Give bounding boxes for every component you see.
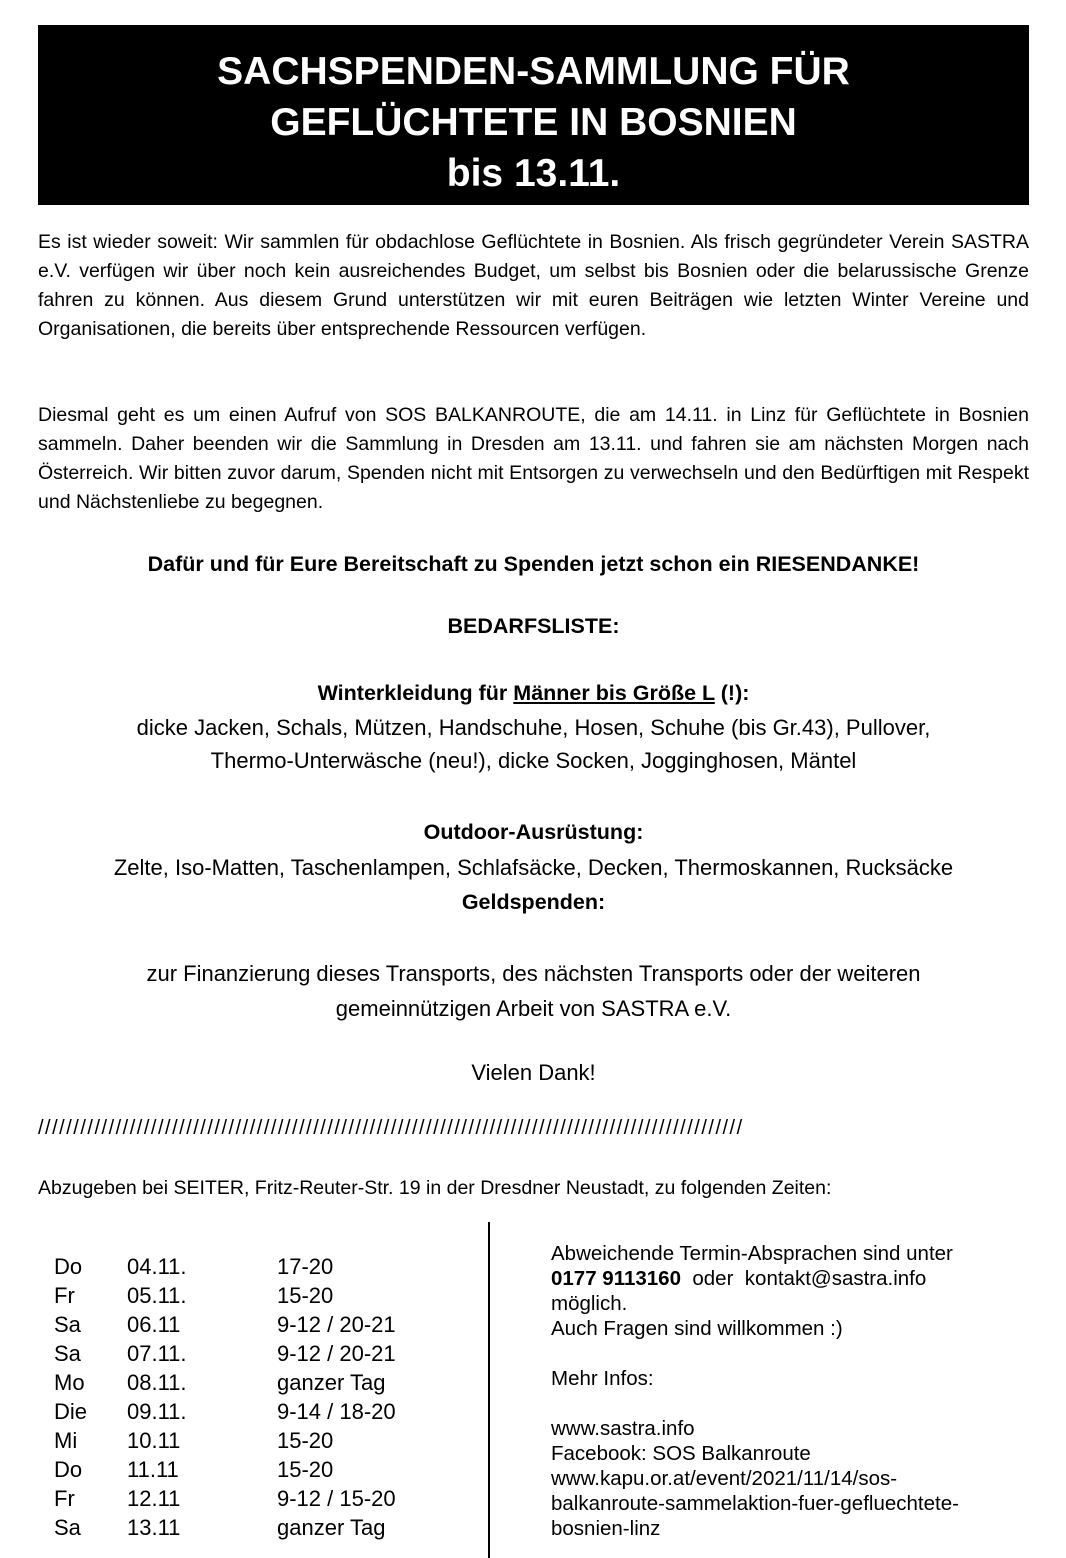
schedule-date: 05.11. xyxy=(127,1283,187,1308)
header-banner xyxy=(38,25,1029,205)
schedule-day: Sa xyxy=(54,1341,81,1366)
money-text-line1: zur Finanzierung dieses Transports, des nächsten Transports oder der weiteren xyxy=(146,961,921,986)
winter-items-line2: Thermo-Unterwäsche (neu!), dicke Socken, Jogginghosen, Mäntel xyxy=(210,748,857,773)
schedule-day: Do xyxy=(54,1254,83,1279)
outdoor-items: Zelte, Iso-Matten, Taschenlampen, Schlafsäcke, Decken, Thermoskannen, Rucksäcke xyxy=(113,855,954,880)
schedule-time: 9-12 / 15-20 xyxy=(277,1486,396,1511)
schedule-time: 15-20 xyxy=(277,1283,334,1308)
schedule-row xyxy=(54,1339,457,1368)
schedule-time: 15-20 xyxy=(277,1428,334,1453)
schedule-day: Sa xyxy=(54,1515,81,1540)
winter-heading-prefix: Winterkleidung für xyxy=(317,681,514,705)
schedule-time: 17-20 xyxy=(277,1254,334,1279)
contact-or: oder xyxy=(680,1267,745,1290)
schedule-time: 15-20 xyxy=(277,1457,334,1482)
schedule-day: Sa xyxy=(54,1312,81,1337)
schedule-day: Do xyxy=(54,1457,83,1482)
schedule-row xyxy=(54,1252,457,1281)
schedule-day: Fr xyxy=(54,1283,75,1308)
schedule-row xyxy=(54,1484,457,1513)
schedule-time: ganzer Tag xyxy=(277,1515,386,1540)
contact-email: kontakt@sastra.info xyxy=(744,1267,927,1290)
contact-questions: Auch Fragen sind willkommen :) xyxy=(551,1317,843,1340)
schedule-table xyxy=(54,1252,457,1542)
intro-paragraph-2: Diesmal geht es um einen Aufruf von SOS BALKANROUTE, die am 14.11. in Linz für Geflüchtete in Bosnien sammeln. Daher beenden wir die Sammlung in Dresden am 13.11. und fahren sie am nächsten Morgen nach Österreich. Wir bitten zuvor darum, Spenden nicht mit Entsorgen zu verwechseln und den Bedürftigen mit Respekt und Nächstenliebe zu begegnen. xyxy=(38,404,1029,513)
contact-intro: Abweichende Termin-Absprachen sind unter xyxy=(551,1242,953,1265)
schedule-date: 13.11 xyxy=(127,1515,181,1540)
schedule-day: Mo xyxy=(54,1370,85,1395)
schedule-date: 04.11. xyxy=(127,1254,187,1279)
contact-possible: möglich. xyxy=(551,1292,628,1315)
schedule-row xyxy=(54,1455,457,1484)
schedule-date: 12.11 xyxy=(127,1486,181,1511)
schedule-date: 11.11 xyxy=(127,1457,179,1482)
schedule-date: 08.11. xyxy=(127,1370,187,1395)
winter-items-line1: dicke Jacken, Schals, Mützen, Handschuhe, Hosen, Schuhe (bis Gr.43), Pullover, xyxy=(136,715,931,740)
header-title-line3: bis 13.11. xyxy=(446,152,621,195)
intro-paragraph-1: Es ist wieder soweit: Wir sammlen für obdachlose Geflüchtete in Bosnien. Als frisch gegründeter Verein SASTRA e.V. verfügen wir über noch kein ausreichendes Budget, um selbst bis Bosnien oder die belarussische Grenze fahren zu können. Aus diesem Grund unterstützen wir mit euren Beiträgen wie letzten Winter Vereine und Organisationen, die bereits über entsprechende Ressourcen verfügen. xyxy=(38,231,1029,340)
contact-line xyxy=(551,1266,1021,1291)
needs-list-title: BEDARFSLISTE: xyxy=(447,614,620,638)
thanks-line: Dafür und für Eure Bereitschaft zu Spenden jetzt schon ein RIESENDANKE! xyxy=(147,552,920,576)
column-divider xyxy=(488,1222,490,1558)
winter-heading-size-note: Männer bis Größe L xyxy=(513,681,715,705)
schedule-date: 10.11 xyxy=(127,1428,181,1453)
more-info-label: Mehr Infos: xyxy=(551,1367,654,1390)
header-title-line1: SACHSPENDEN-SAMMLUNG FÜR xyxy=(217,50,850,93)
schedule-date: 09.11. xyxy=(127,1399,187,1424)
schedule-row xyxy=(54,1513,457,1542)
separator-line: //////////////////////////////////////////////////////////////////////////////////////////////////// xyxy=(38,1117,744,1139)
outdoor-heading: Outdoor-Ausrüstung: xyxy=(423,820,644,844)
contact-phone: 0177 9113160 xyxy=(551,1267,681,1290)
schedule-time: 9-12 / 20-21 xyxy=(277,1341,396,1366)
schedule-date: 07.11. xyxy=(127,1341,187,1366)
contact-info xyxy=(551,1241,1021,1541)
winter-heading-suffix: (!): xyxy=(714,681,750,705)
schedule-row xyxy=(54,1426,457,1455)
event-link-line3: bosnien-linz xyxy=(551,1517,661,1540)
schedule-time: 9-14 / 18-20 xyxy=(277,1399,396,1424)
dropoff-location: Abzugeben bei SEITER, Fritz-Reuter-Str. 19 in der Dresdner Neustadt, zu folgenden Zeiten: xyxy=(38,1177,832,1199)
money-heading: Geldspenden: xyxy=(461,890,606,914)
facebook-link: Facebook: SOS Balkanroute xyxy=(551,1442,811,1465)
schedule-time: 9-12 / 20-21 xyxy=(277,1312,396,1337)
schedule-day: Mi xyxy=(54,1428,78,1453)
schedule-time: ganzer Tag xyxy=(277,1370,386,1395)
schedule-day: Fr xyxy=(54,1486,75,1511)
winter-clothing-heading xyxy=(38,677,1029,710)
closing-thanks: Vielen Dank! xyxy=(471,1060,596,1085)
website-link: www.sastra.info xyxy=(551,1417,695,1440)
event-link-line1: www.kapu.or.at/event/2021/11/14/sos- xyxy=(551,1467,898,1490)
schedule-row xyxy=(54,1397,457,1426)
event-link-line2: balkanroute-sammelaktion-fuer-gefluechtete- xyxy=(551,1492,959,1515)
schedule-row xyxy=(54,1310,457,1339)
spacer xyxy=(551,1391,1021,1416)
schedule-date: 06.11 xyxy=(127,1312,181,1337)
spacer xyxy=(551,1341,1021,1366)
schedule-day: Die xyxy=(54,1399,88,1424)
schedule-row xyxy=(54,1281,457,1310)
money-text-line2: gemeinnützigen Arbeit von SASTRA e.V. xyxy=(335,996,732,1021)
header-title-line2: GEFLÜCHTETE IN BOSNIEN xyxy=(270,101,797,144)
schedule-row xyxy=(54,1368,457,1397)
